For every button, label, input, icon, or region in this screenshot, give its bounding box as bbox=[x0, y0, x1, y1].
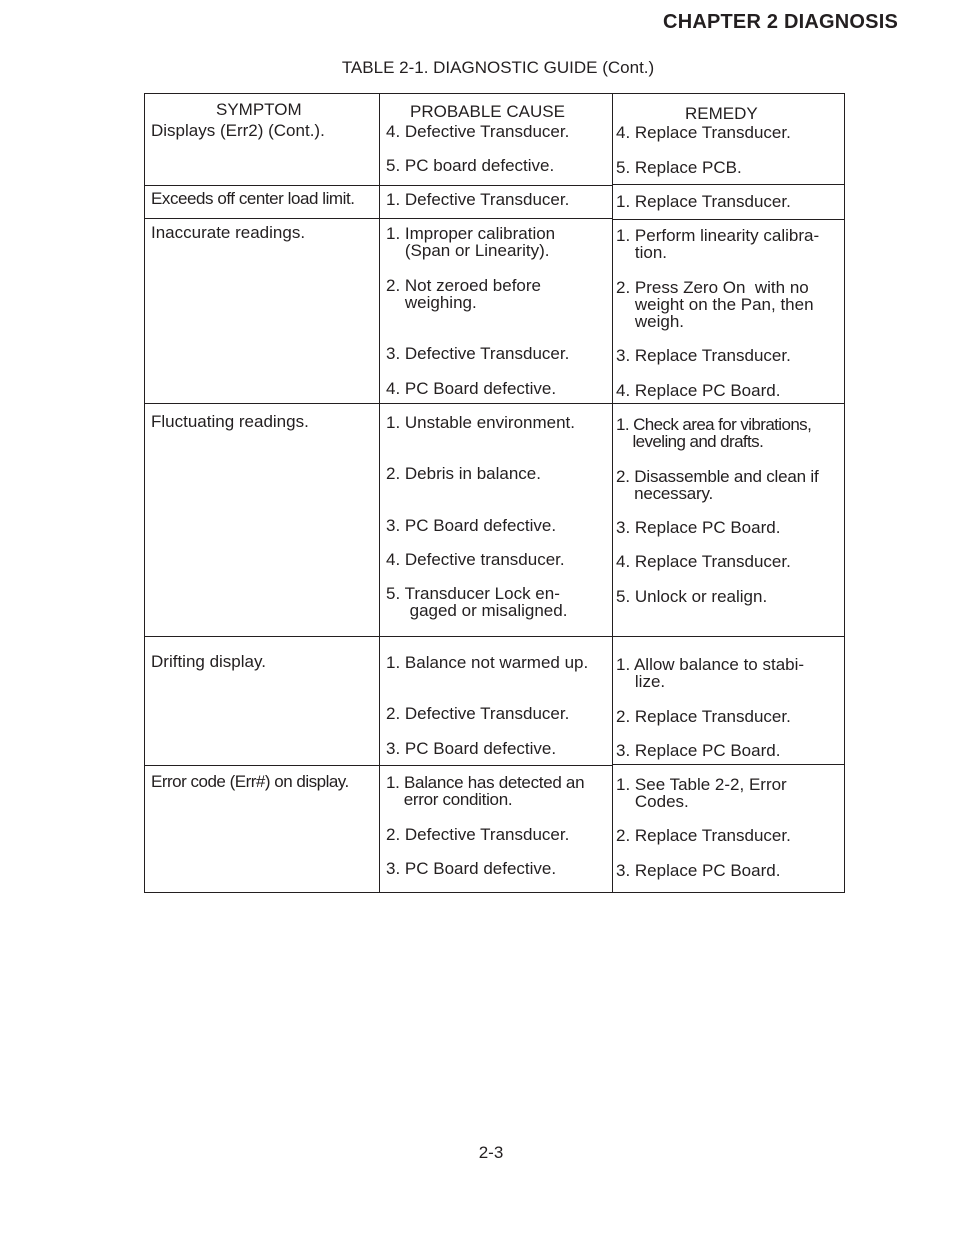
row-divider bbox=[145, 185, 612, 186]
symptom-cell: Displays (Err2) (Cont.). bbox=[151, 121, 325, 140]
cause-cell: 4. Defective transducer. bbox=[386, 550, 565, 569]
row-divider bbox=[612, 219, 845, 220]
header-probable-cause: PROBABLE CAUSE bbox=[410, 102, 565, 121]
cause-cell: 1. Balance has detected an error condition. bbox=[386, 773, 585, 809]
row-divider bbox=[145, 636, 845, 637]
cause-cell: 2. Not zeroed before weighing. bbox=[386, 276, 541, 312]
cause-cell: 4. PC Board defective. bbox=[386, 379, 557, 398]
symptom-cell: Fluctuating readings. bbox=[151, 412, 309, 431]
remedy-cell: 2. Replace Transducer. bbox=[616, 826, 791, 845]
remedy-cell: 1. Allow balance to stabi- lize. bbox=[616, 655, 805, 691]
cause-cell: 4. Defective Transducer. bbox=[386, 122, 570, 141]
row-divider bbox=[612, 764, 845, 765]
diagnostic-table bbox=[144, 93, 845, 893]
header-symptom: SYMPTOM bbox=[216, 100, 302, 119]
remedy-cell: 2. Disassemble and clean if necessary. bbox=[616, 467, 819, 503]
cause-cell: 3. Defective Transducer. bbox=[386, 344, 570, 363]
remedy-cell: 1. Replace Transducer. bbox=[616, 192, 791, 211]
remedy-cell: 2. Replace Transducer. bbox=[616, 707, 791, 726]
column-divider bbox=[379, 94, 380, 892]
row-divider bbox=[145, 765, 612, 766]
header-remedy: REMEDY bbox=[685, 104, 758, 123]
remedy-cell: 3. Replace PC Board. bbox=[616, 861, 781, 880]
remedy-cell: 4. Replace PC Board. bbox=[616, 381, 781, 400]
cause-cell: 5. PC board defective. bbox=[386, 156, 555, 175]
cause-cell: 1. Unstable environment. bbox=[386, 413, 575, 432]
cause-cell: 3. PC Board defective. bbox=[386, 739, 557, 758]
cause-cell: 2. Defective Transducer. bbox=[386, 704, 570, 723]
row-divider bbox=[612, 184, 845, 185]
remedy-cell: 3. Replace PC Board. bbox=[616, 518, 781, 537]
symptom-cell: Drifting display. bbox=[151, 652, 266, 671]
remedy-cell: 3. Replace Transducer. bbox=[616, 346, 791, 365]
symptom-cell: Error code (Err#) on display. bbox=[151, 772, 349, 791]
chapter-title: CHAPTER 2 DIAGNOSIS bbox=[663, 11, 898, 33]
symptom-cell: Exceeds off center load limit. bbox=[151, 189, 355, 208]
remedy-cell: 3. Replace PC Board. bbox=[616, 741, 781, 760]
remedy-cell: 2. Press Zero On with no weight on the Pan, then weigh. bbox=[616, 278, 814, 331]
symptom-cell: Inaccurate readings. bbox=[151, 223, 306, 242]
cause-cell: 1. Balance not warmed up. bbox=[386, 653, 589, 672]
table-caption: TABLE 2-1. DIAGNOSTIC GUIDE (Cont.) bbox=[341, 58, 655, 77]
cause-cell: 2. Debris in balance. bbox=[386, 464, 541, 483]
cause-cell: 1. Improper calibration (Span or Linearity). bbox=[386, 224, 556, 260]
cause-cell: 5. Transducer Lock en- gaged or misaligned. bbox=[386, 584, 568, 620]
cause-cell: 2. Defective Transducer. bbox=[386, 825, 570, 844]
remedy-cell: 4. Replace Transducer. bbox=[616, 552, 791, 571]
remedy-cell: 1. Perform linearity calibra- tion. bbox=[616, 226, 820, 262]
remedy-cell: 1. See Table 2-2, Error Codes. bbox=[616, 775, 787, 811]
row-divider bbox=[145, 218, 612, 219]
cause-cell: 1. Defective Transducer. bbox=[386, 190, 570, 209]
page-number: 2-3 bbox=[478, 1143, 504, 1162]
remedy-cell: 5. Unlock or realign. bbox=[616, 587, 768, 606]
cause-cell: 3. PC Board defective. bbox=[386, 516, 557, 535]
row-divider bbox=[145, 403, 845, 404]
cause-cell: 3. PC Board defective. bbox=[386, 859, 557, 878]
remedy-cell: 4. Replace Transducer. bbox=[616, 123, 791, 142]
column-divider bbox=[612, 94, 613, 892]
remedy-cell: 5. Replace PCB. bbox=[616, 158, 742, 177]
remedy-cell: 1. Check area for vibrations, leveling and drafts. bbox=[616, 415, 812, 451]
